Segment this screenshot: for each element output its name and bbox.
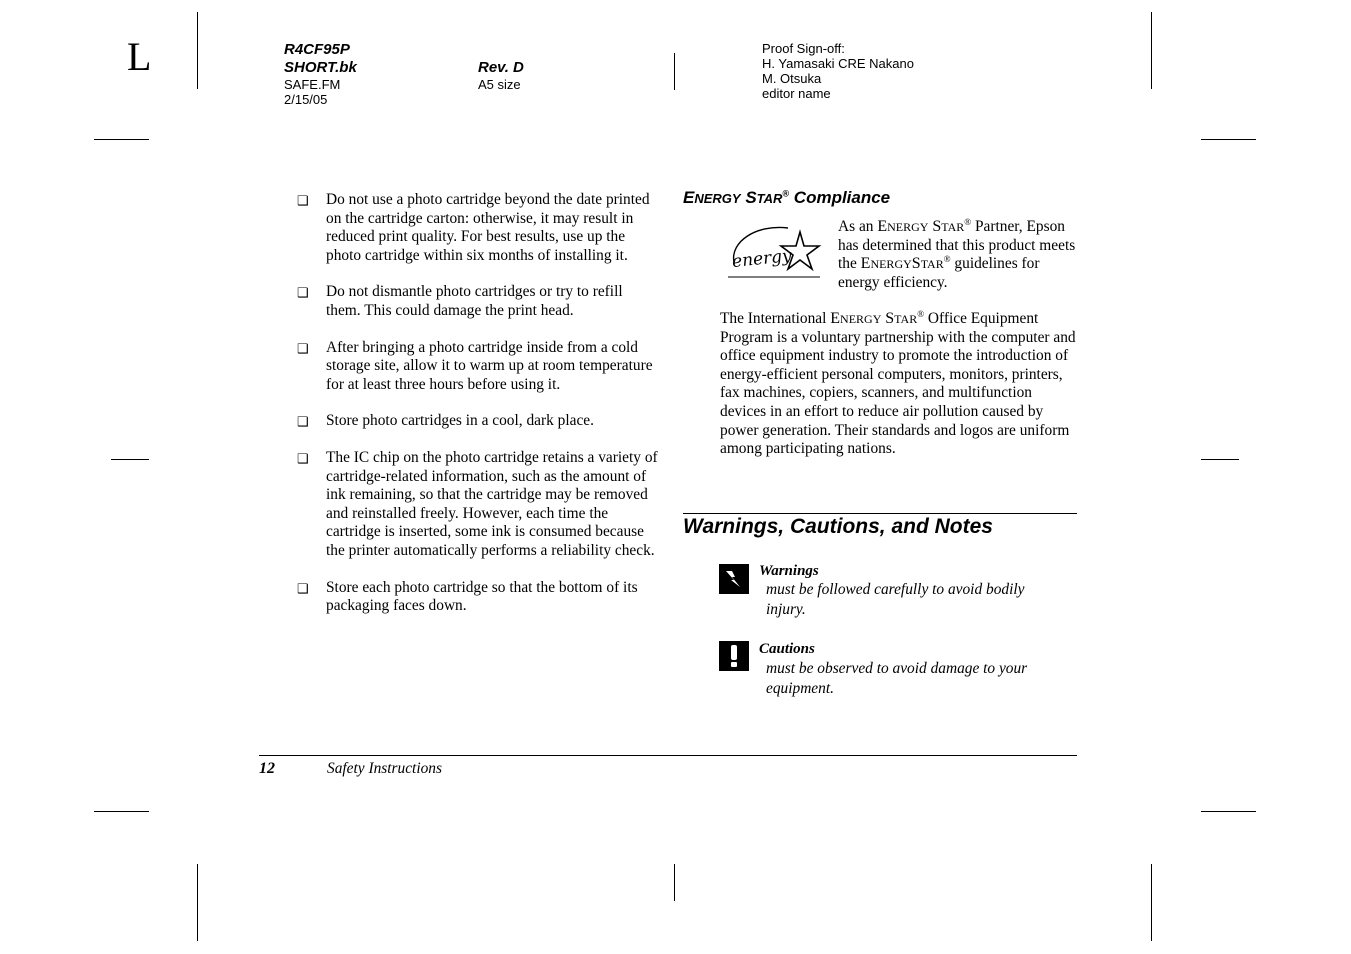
list-item <box>297 191 659 265</box>
paper-size: A5 size <box>478 77 521 92</box>
proof-line: H. Yamasaki CRE Nakano <box>762 56 914 71</box>
list-item <box>297 579 659 616</box>
file-name: SAFE.FM <box>284 77 341 92</box>
checkbox-bullet-icon: ❑ <box>297 285 309 301</box>
bullet-text: Store each photo cartridge so that the bottom of its packaging faces down. <box>326 578 638 615</box>
checkbox-bullet-icon: ❑ <box>297 340 309 356</box>
checkbox-bullet-icon: ❑ <box>297 193 309 208</box>
side-letter: L <box>127 34 152 79</box>
crop-mark <box>1201 811 1256 812</box>
energy-logo-text: energy <box>731 245 793 273</box>
energy-star-partner-text: As an ENERGY STAR® Partner, Epson has determined that this product meets the ENERGYSTAR® guidelines for energy efficiency. <box>838 216 1076 291</box>
page-number: 12 <box>259 760 275 777</box>
list-item <box>297 412 659 431</box>
list-item <box>297 449 659 561</box>
list-item <box>297 283 659 320</box>
list-item <box>297 339 659 395</box>
exclamation-icon <box>719 641 749 671</box>
cartridge-bullet-list <box>297 191 659 616</box>
checkbox-bullet-icon: ❑ <box>297 580 309 596</box>
revision: Rev. D <box>478 59 524 76</box>
proof-line: M. Otsuka <box>762 71 822 86</box>
header-doc-info <box>284 41 357 107</box>
crop-mark <box>674 864 675 901</box>
crop-mark <box>94 139 149 140</box>
crop-mark <box>1201 459 1239 460</box>
lightning-icon <box>719 564 749 594</box>
crop-mark <box>1151 864 1152 941</box>
doc-code: R4CF95P <box>284 41 350 58</box>
doc-date: 2/15/05 <box>284 92 328 107</box>
crop-mark <box>674 53 675 90</box>
footer-section-title: Safety Instructions <box>327 760 442 777</box>
bullet-text: After bringing a photo cartridge inside from a cold storage site, allow it to warm up at room temperature for at least three hours before using it. <box>326 338 653 393</box>
warnings-cautions-heading: Warnings, Cautions, and Notes <box>683 515 993 538</box>
cautions-label: Cautions <box>759 641 815 657</box>
checkbox-bullet-icon: ❑ <box>297 414 309 430</box>
crop-mark <box>197 864 198 941</box>
bullet-text: The IC chip on the photo cartridge retains a variety of cartridge-related information, such as the amount of ink remaining, so that the cartridge may be removed and reinstalled freely. However, each time the cartridge is inserted, some ink is consumed because the printer automatically performs a reliability check. <box>326 448 658 559</box>
crop-mark <box>1201 139 1256 140</box>
crop-mark <box>197 12 198 89</box>
book-name: SHORT.bk <box>284 59 357 76</box>
header-proof <box>762 41 914 101</box>
proof-label: Proof Sign-off: <box>762 41 845 56</box>
crop-mark <box>1151 12 1152 89</box>
cautions-text: must be observed to avoid damage to your equipment. <box>766 660 1028 697</box>
warnings-text: must be followed carefully to avoid bodily injury. <box>766 581 1025 618</box>
energy-star-body: The International ENERGY STAR® Office Equipment Program is a voluntary partnership with the computer and office equipment industry to promote the introduction of energy-efficient personal computers, monitors, printers, fax machines, copiers, scanners, and multifunction devices in an effort to reduce air pollution caused by power generation. Their standards and logos are uniform among participating nations. <box>720 308 1076 458</box>
footer-rule <box>259 755 1077 756</box>
header-revision <box>478 59 524 92</box>
checkbox-bullet-icon: ❑ <box>297 450 309 466</box>
crop-mark <box>94 811 149 812</box>
energy-star-heading: ENERGY STAR® Compliance <box>683 188 891 207</box>
energy-star-logo <box>726 222 822 280</box>
warnings-label: Warnings <box>759 563 819 579</box>
bullet-text: Store photo cartridges in a cool, dark place. <box>326 412 594 430</box>
bullet-text: Do not use a photo cartridge beyond the date printed on the cartridge carton: otherwise, it may result in reduced print quality. For best results, use up the photo cartridge within six months of installing it. <box>326 191 650 264</box>
proof-line: editor name <box>762 86 831 101</box>
bullet-text: Do not dismantle photo cartridges or try to refill them. This could damage the print head. <box>326 283 623 319</box>
crop-mark <box>111 459 149 460</box>
